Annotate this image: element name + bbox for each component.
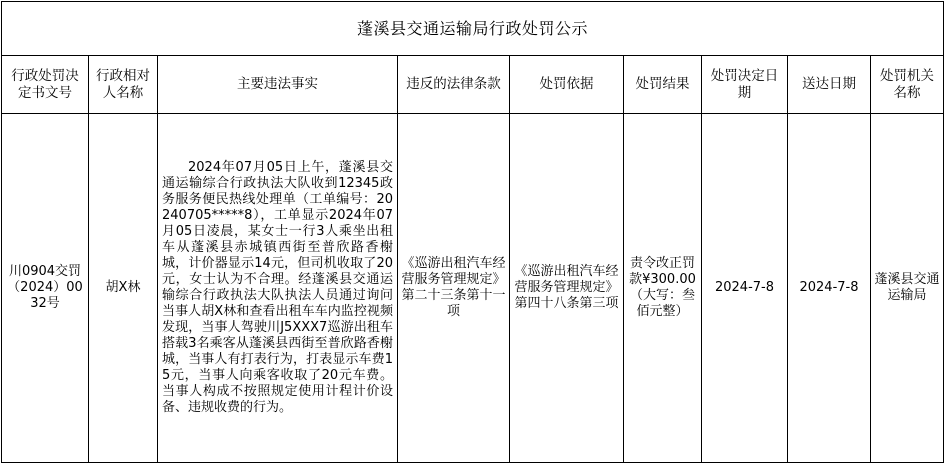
header-result: 处罚结果 <box>624 56 702 114</box>
penalty-notice-table <box>1 1 944 463</box>
cell-law: 《巡游出租汽车经营服务管理规定》第二十三条第十一项 <box>398 114 510 463</box>
table-row <box>2 114 944 463</box>
notice-title: 蓬溪县交通运输局行政处罚公示 <box>2 2 944 56</box>
cell-basis: 《巡游出租汽车经营服务管理规定》第四十八条第三项 <box>510 114 624 463</box>
header-authority: 处罚机关名称 <box>871 56 944 114</box>
cell-delivery-date: 2024-7-8 <box>788 114 871 463</box>
header-law: 违反的法律条款 <box>398 56 510 114</box>
header-decision-date: 处罚决定日期 <box>702 56 788 114</box>
title-row <box>2 2 944 56</box>
header-party: 行政相对人名称 <box>89 56 158 114</box>
cell-authority: 蓬溪县交通运输局 <box>871 114 944 463</box>
cell-result: 责令改正罚款¥300.00（大写：叁佰元整） <box>624 114 702 463</box>
cell-doc-no: 川0904交罚（2024）0032号 <box>2 114 89 463</box>
header-delivery-date: 送达日期 <box>788 56 871 114</box>
header-row <box>2 56 944 114</box>
cell-facts: 2024年07月05日上午，蓬溪县交通运输综合行政执法大队收到12345政务服务便民热线处理单（工单编号：20240705*****8），工单显示2024年07月05日凌晨，某女士一行3人乘坐出租车从蓬溪县赤城镇西街至普欣路香榭城，计价器显示14元，但司机收取了20元，女士认为不合理。经蓬溪县交通运输综合行政执法大队执法人员通过询问当事人胡X林和查看出租车车内监控视频发现，当事人驾驶川J5XXX7巡游出租车搭载3名乘客从蓬溪县西街至普欣路香榭城，当事人有打表行为，打表显示车费15元，当事人向乘客收取了20元车费。当事人构成不按照规定使用计程计价设备、违规收费的行为。 <box>158 114 398 463</box>
header-doc-no: 行政处罚决定书文号 <box>2 56 89 114</box>
header-facts: 主要违法事实 <box>158 56 398 114</box>
header-basis: 处罚依据 <box>510 56 624 114</box>
cell-decision-date: 2024-7-8 <box>702 114 788 463</box>
cell-party: 胡X林 <box>89 114 158 463</box>
